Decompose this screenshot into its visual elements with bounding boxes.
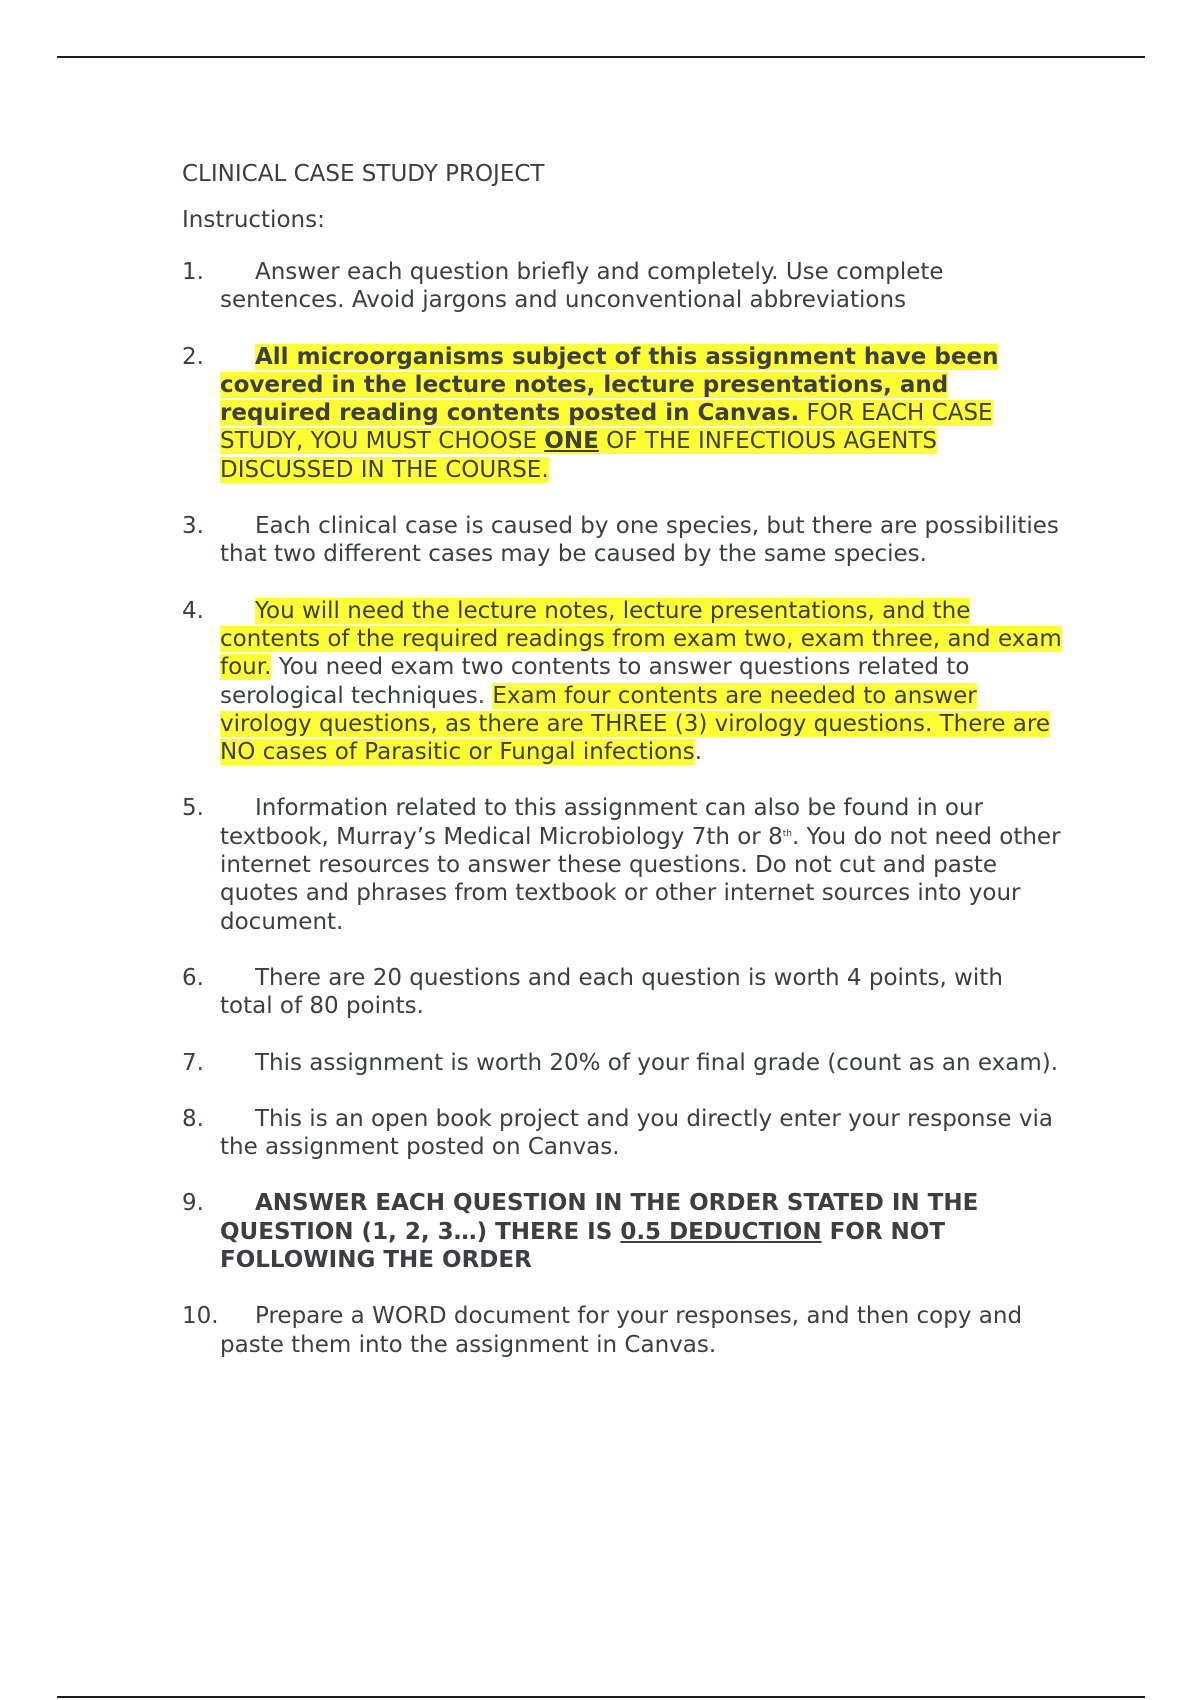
item-highlight: Exam four contents are needed to answer virology questions, as there are THREE (3) virology questions. There are NO cases of Parasitic or Fungal infections [220,682,1050,766]
item-number: 7. [182,1049,204,1076]
item-number: 2. [182,343,204,370]
item-number: 5. [182,795,204,822]
list-item-7 [182,1049,1062,1077]
item-text: FOR NOT FOLLOWING THE ORDER [220,1218,946,1274]
item-text: FOR EACH CASE STUDY, YOU MUST CHOOSE [220,400,993,455]
instructions-list [182,258,1062,1359]
instructions-label: Instructions: [182,207,325,233]
item-text: This is an open book project and you directly enter your response via the assignment posted on Canvas. [220,1105,1053,1161]
list-item-6 [182,964,1062,1021]
item-number: 9. [182,1190,204,1217]
bottom-rule [57,1696,1145,1698]
item-bold-text: All microorganisms subject of this assignment have been covered in the lecture notes, lecture presentations, and required reading contents posted in Canvas. [220,343,999,427]
document-title: CLINICAL CASE STUDY PROJECT [182,161,545,187]
item-text: . You do not need other internet resources to answer these questions. Do not cut and paste quotes and phrases from textbook or other internet sources into your document. [220,823,1061,935]
list-item-8 [182,1105,1062,1162]
item-emphasis: ONE [544,428,599,455]
list-item-1 [182,258,1062,315]
item-number: 3. [182,513,204,540]
item-text: OF THE INFECTIOUS AGENTS DISCUSSED IN THE COURSE. [220,428,937,483]
item-text: You need exam two contents to answer questions related to serological techniques. [220,654,970,709]
document-body [182,160,1062,1387]
item-text: Answer each question briefly and completely. Use complete sentences. Avoid jargons and unconventional abbreviations [220,259,944,314]
item-number: 6. [182,964,204,991]
item-number: 4. [182,597,204,624]
item-text: ANSWER EACH QUESTION IN THE ORDER STATED IN THE QUESTION (1, 2, 3…) THERE IS [220,1190,979,1245]
list-item-9 [182,1189,1062,1274]
item-highlight: You will need the lecture notes, lecture presentations, and the contents of the required readings from exam two, exam three, and exam four. [220,597,1062,681]
item-number: 8. [182,1105,204,1132]
list-item-3 [182,512,1062,569]
item-text: Each clinical case is caused by one species, but there are possibilities that two different cases may be caused by the same species. [220,513,1059,568]
superscript: th [782,828,792,839]
list-item-5 [182,794,1062,935]
item-text: This assignment is worth 20% of your final grade (count as an exam). [255,1049,1059,1076]
item-text: There are 20 questions and each question is worth 4 points, with total of 80 points. [220,964,1003,1020]
item-text: . [694,739,703,766]
item-number: 1. [182,259,204,285]
list-item-4 [182,597,1062,767]
item-number: 10. [182,1303,219,1330]
list-item-10 [182,1302,1062,1359]
item-text: Information related to this assignment can also be found in our textbook, Murray’s Medical Microbiology 7th or 8 [220,795,984,850]
item-text: Prepare a WORD document for your responses, and then copy and paste them into the assignment in Canvas. [220,1303,1023,1358]
list-item-2 [182,343,1062,484]
top-rule [57,56,1145,58]
item-emphasis: 0.5 DEDUCTION [620,1218,822,1245]
